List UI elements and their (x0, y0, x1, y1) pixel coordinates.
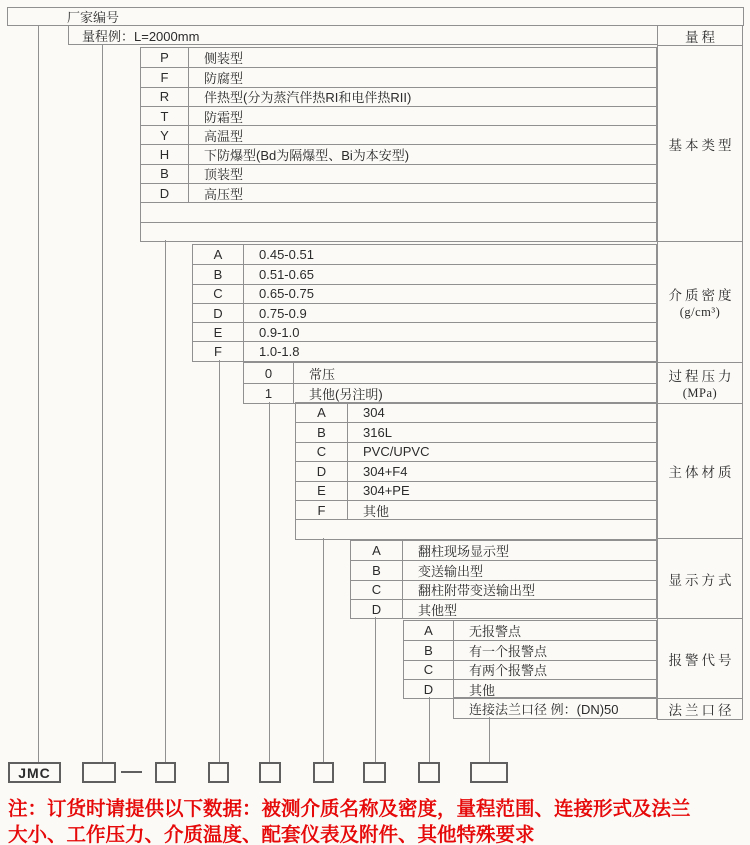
code-box-density (208, 762, 229, 783)
range-example-row (68, 25, 658, 45)
option-desc: 高压型 (204, 186, 244, 202)
label-body-material: 主体材质 (658, 403, 742, 538)
option-code: A (193, 245, 244, 264)
manufacturer-number-row (7, 7, 744, 26)
option-code: D (193, 304, 244, 322)
option-row (193, 303, 656, 322)
body-material-table (295, 402, 657, 540)
range-example-label: 量程例：L=2000mm (82, 28, 200, 44)
code-box-display (363, 762, 386, 783)
option-code: D (141, 184, 189, 202)
option-row (244, 363, 656, 383)
option-desc: 0.45-0.51 (259, 247, 314, 263)
option-row (244, 383, 656, 403)
option-code: B (141, 165, 189, 183)
code-box-basic (155, 762, 176, 783)
option-row (193, 245, 656, 264)
connector-line-material (323, 538, 324, 762)
option-desc: 0.65-0.75 (259, 286, 314, 302)
option-desc: 其他 (469, 682, 496, 698)
option-desc: PVC/UPVC (363, 444, 430, 460)
connector-line-pressure (269, 402, 270, 762)
option-row (296, 500, 656, 519)
option-desc: 翻柱现场显示型 (418, 544, 510, 560)
ordering-note (8, 796, 748, 845)
option-desc: 下防爆型(Bd为隔爆型、Bi为本安型) (204, 148, 410, 164)
label-display-mode: 显示方式 (658, 538, 742, 618)
option-row (296, 422, 656, 441)
option-desc: 有一个报警点 (469, 643, 548, 659)
option-desc: 304+F4 (363, 463, 408, 479)
label-process-pressure: 过程压力 (MPa) (658, 362, 742, 403)
option-code: T (141, 107, 189, 125)
option-desc: 高温型 (204, 128, 244, 144)
code-box-alarm (418, 762, 440, 783)
option-desc: 无报警点 (469, 624, 522, 640)
option-desc: 常压 (309, 366, 336, 382)
option-row (193, 341, 656, 360)
label-alarm-code: 报警代号 (658, 618, 742, 698)
option-code: C (296, 443, 348, 461)
option-row (404, 660, 656, 679)
option-code: F (193, 342, 244, 360)
label-basic-type: 基本类型 (658, 45, 742, 241)
label-flange-size: 法兰口径 (658, 698, 742, 719)
option-desc: 其他 (363, 503, 390, 519)
option-row (454, 698, 656, 718)
option-row (193, 264, 656, 283)
option-code: E (193, 323, 244, 341)
option-desc: 防腐型 (204, 70, 244, 86)
option-row (351, 541, 656, 560)
option-row (141, 222, 656, 241)
connector-line-flange (489, 717, 490, 762)
option-desc: 0.75-0.9 (259, 305, 307, 321)
option-row (404, 640, 656, 659)
option-row (351, 580, 656, 599)
option-row (296, 461, 656, 480)
option-code: A (404, 621, 454, 640)
option-desc: 变送输出型 (418, 563, 484, 579)
connector-line-basic (165, 240, 166, 762)
code-box-material (313, 762, 334, 783)
option-row (296, 481, 656, 500)
option-code: C (351, 581, 403, 599)
option-desc: 防霜型 (204, 109, 244, 125)
option-row (193, 284, 656, 303)
ordering-note-line-1: 注：订货时请提供以下数据：被测介质名称及密度，量程范围、连接形式及法兰 (8, 798, 691, 820)
option-row (296, 442, 656, 461)
option-code: C (193, 285, 244, 303)
option-code: F (296, 501, 348, 519)
option-desc: 0.51-0.65 (259, 266, 314, 282)
option-row (141, 67, 656, 86)
option-row (296, 403, 656, 422)
option-row (404, 621, 656, 640)
option-code: H (141, 145, 189, 163)
option-row (141, 48, 656, 67)
code-box-flange (470, 762, 508, 783)
code-separator-dash (121, 771, 142, 773)
flange-size-row (453, 697, 657, 719)
option-code: D (404, 680, 454, 698)
model-prefix-box: JMC (8, 762, 61, 783)
option-code: B (296, 423, 348, 441)
option-row (193, 322, 656, 341)
option-desc (141, 223, 656, 241)
connector-line-range (102, 44, 103, 762)
option-row (141, 144, 656, 163)
alarm-code-table (403, 620, 657, 699)
connector-line-density (219, 360, 220, 762)
label-medium-density: 介质密度 (g/cm³) (658, 241, 742, 362)
basic-type-table (140, 47, 657, 242)
option-code: C (404, 661, 454, 679)
option-code: B (193, 265, 244, 283)
option-desc (141, 203, 656, 221)
option-desc: 304+PE (363, 483, 410, 499)
option-row (351, 599, 656, 618)
option-code: R (141, 88, 189, 106)
connector-line-display (375, 617, 376, 762)
option-code: A (296, 403, 348, 422)
option-desc: 其他(另注明) (309, 387, 383, 402)
option-desc: 304 (363, 405, 385, 421)
display-mode-table (350, 540, 657, 619)
option-row (296, 519, 656, 538)
option-code: A (351, 541, 403, 560)
option-desc: 316L (363, 425, 392, 441)
option-desc: 侧装型 (204, 51, 244, 67)
option-desc (296, 520, 656, 538)
connector-line-alarm (429, 697, 430, 762)
option-code: 0 (244, 363, 294, 383)
option-desc: 有两个报警点 (469, 663, 548, 679)
option-code: D (296, 462, 348, 480)
option-desc: 1.0-1.8 (259, 344, 300, 360)
option-row (141, 106, 656, 125)
category-label-column (657, 25, 743, 720)
code-box-range (82, 762, 116, 783)
option-code: P (141, 48, 189, 67)
option-row (141, 87, 656, 106)
process-pressure-table (243, 362, 657, 404)
option-code: Y (141, 126, 189, 144)
option-code: E (296, 482, 348, 500)
option-desc: 连接法兰口径 例：(DN)50 (469, 701, 619, 717)
option-row (141, 164, 656, 183)
option-row (141, 183, 656, 202)
medium-density-table (192, 244, 657, 362)
option-desc: 0.9-1.0 (259, 324, 300, 340)
option-row (141, 202, 656, 221)
option-code: F (141, 68, 189, 86)
manufacturer-number-label: 厂家编号 (67, 10, 120, 25)
connector-line-manufacturer (38, 25, 39, 762)
option-row (351, 560, 656, 579)
ordering-note-line-2: 大小、工作压力、介质温度、配套仪表及附件、其他特殊要求 (8, 824, 535, 845)
option-row (141, 125, 656, 144)
code-box-pressure (259, 762, 281, 783)
option-code: D (351, 600, 403, 618)
label-range: 量程 (685, 29, 718, 45)
option-desc: 翻柱附带变送输出型 (418, 583, 536, 599)
option-row (404, 679, 656, 698)
option-desc: 伴热型(分为蒸汽伴热RI和电伴热RII) (204, 90, 412, 106)
option-desc: 顶装型 (204, 167, 244, 183)
option-code: B (404, 641, 454, 659)
option-code: 1 (244, 384, 294, 403)
option-code: B (351, 561, 403, 579)
option-desc: 其他型 (418, 602, 458, 618)
